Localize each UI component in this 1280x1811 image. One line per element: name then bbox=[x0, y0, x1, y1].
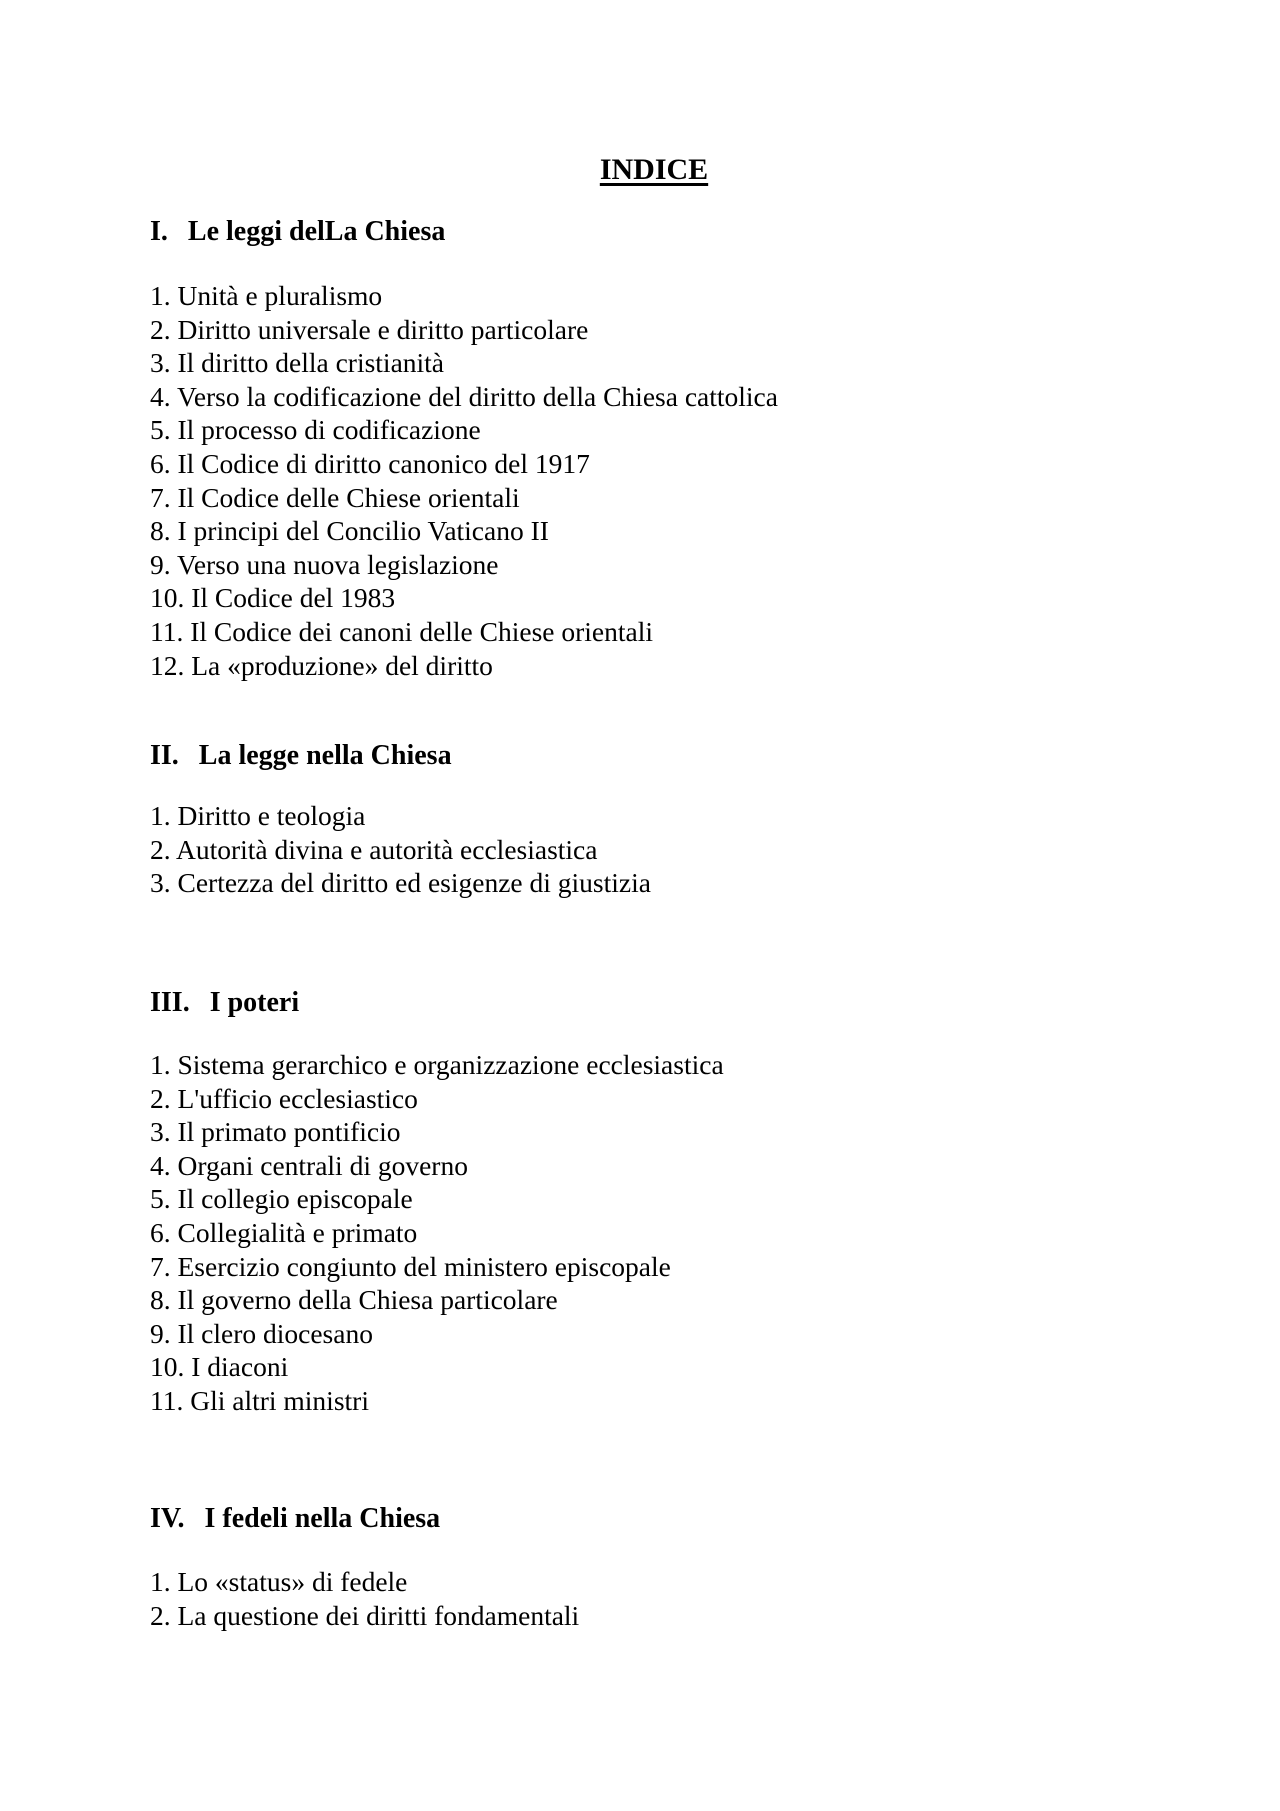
list-item: 10. Il Codice del 1983 bbox=[150, 582, 396, 614]
list-item: 9. Verso una nuova legislazione bbox=[150, 548, 499, 580]
list-item: 8. I principi del Concilio Vaticano II bbox=[150, 515, 549, 547]
list-item: 6. Il Codice di diritto canonico del 1917 bbox=[150, 447, 590, 479]
list-item: 6. Collegialità e primato bbox=[150, 1216, 418, 1248]
section-heading-2 bbox=[150, 738, 452, 774]
section-title: Le leggi delLa Chiesa bbox=[187, 216, 446, 247]
section-list-3 bbox=[150, 1048, 724, 1418]
list-item: 1. Diritto e teologia bbox=[150, 800, 366, 831]
list-item: 7. Esercizio congiunto del ministero episcopale bbox=[150, 1250, 671, 1282]
section-heading-4 bbox=[150, 1501, 440, 1537]
list-item: 4. Organi centrali di governo bbox=[150, 1149, 468, 1181]
list-item: 1. Lo «status» di fedele bbox=[150, 1566, 408, 1597]
list-item: 2. La questione dei diritti fondamentali bbox=[150, 1599, 580, 1631]
list-item: 5. Il processo di codificazione bbox=[150, 414, 481, 446]
list-item: 12. La «produzione» del diritto bbox=[150, 649, 493, 681]
list-item: 2. Autorità divina e autorità ecclesiastica bbox=[150, 833, 598, 865]
section-list-2 bbox=[150, 799, 651, 900]
list-item: 3. Il diritto della cristianità bbox=[150, 347, 445, 379]
list-item: 11. Gli altri ministri bbox=[150, 1384, 369, 1416]
section-heading-3 bbox=[150, 985, 299, 1021]
list-item: 5. Il collegio episcopale bbox=[150, 1183, 413, 1215]
section-number: III. bbox=[150, 987, 190, 1018]
section-title: I fedeli nella Chiesa bbox=[204, 1503, 441, 1534]
section-number: I. bbox=[150, 216, 168, 247]
section-number: II. bbox=[150, 740, 179, 771]
section-heading-1 bbox=[150, 214, 445, 250]
section-title: La legge nella Chiesa bbox=[198, 740, 452, 771]
list-item: 9. Il clero diocesano bbox=[150, 1317, 373, 1349]
list-item: 1. Sistema gerarchico e organizzazione ecclesiastica bbox=[150, 1049, 724, 1080]
section-number: IV. bbox=[150, 1503, 185, 1534]
section-list-1 bbox=[150, 279, 778, 682]
list-item: 1. Unità e pluralismo bbox=[150, 280, 383, 311]
list-item: 2. L'ufficio ecclesiastico bbox=[150, 1082, 418, 1114]
list-item: 10. I diaconi bbox=[150, 1351, 289, 1383]
page-title: INDICE bbox=[599, 153, 709, 186]
list-item: 11. Il Codice dei canoni delle Chiese orientali bbox=[150, 615, 653, 647]
list-item: 3. Il primato pontificio bbox=[150, 1116, 401, 1148]
section-list-4 bbox=[150, 1565, 579, 1632]
section-title: I poteri bbox=[209, 987, 300, 1018]
list-item: 8. Il governo della Chiesa particolare bbox=[150, 1284, 558, 1316]
list-item: 4. Verso la codificazione del diritto della Chiesa cattolica bbox=[150, 380, 778, 412]
list-item: 7. Il Codice delle Chiese orientali bbox=[150, 481, 520, 513]
list-item: 3. Certezza del diritto ed esigenze di giustizia bbox=[150, 867, 651, 899]
list-item: 2. Diritto universale e diritto particolare bbox=[150, 313, 589, 345]
